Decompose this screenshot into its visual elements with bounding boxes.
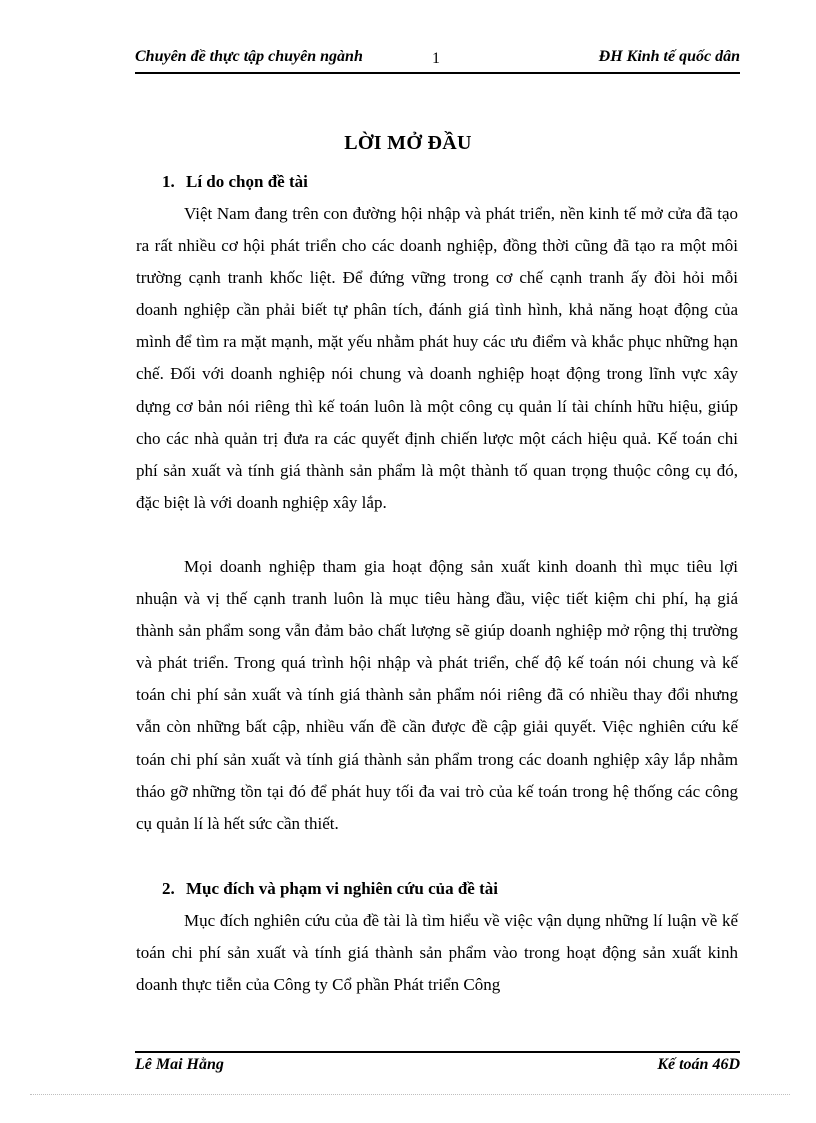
footer-author: Lê Mai Hằng [135, 1056, 224, 1073]
section-2-heading [162, 879, 498, 899]
page-header [135, 46, 740, 74]
section-1-title: Lí do chọn đề tài [186, 172, 308, 191]
header-document-type: Chuyên đề thực tập chuyên ngành [135, 48, 363, 65]
section-1-heading [162, 172, 308, 192]
section-1-number: 1. [162, 172, 175, 191]
page-edge-divider [30, 1094, 790, 1095]
page-number: 1 [432, 50, 440, 67]
section-1-paragraph-1: Việt Nam đang trên con đường hội nhập và phát triển, nền kinh tế mở cửa đã tạo ra rất nhiều cơ hội phát triển cho các doanh nghiệp, đồng thời cũng đã tạo ra một môi trường cạnh tranh khốc liệt. Để đứng vững trong cơ chế cạnh tranh ấy đòi hỏi mỗi doanh nghiệp cần phải biết tự phân tích, đánh giá tình hình, khả năng hoạt động của mình để tìm ra mặt mạnh, mặt yếu nhằm phát huy các ưu điểm và khắc phục những hạn chế. Đối với doanh nghiệp nói chung và doanh nghiệp hoạt động trong lĩnh vực xây dựng cơ bản nói riêng thì kế toán luôn là một công cụ quản lí tài chính hữu hiệu, giúp cho các nhà quản trị đưa ra các quyết định chiến lược một cách hiệu quả. Kế toán chi phí sản xuất và tính giá thành sản phẩm là một thành tố quan trọng thuộc công cụ đó, đặc biệt là với doanh nghiệp xây lắp. [136, 204, 738, 512]
header-university: ĐH Kinh tế quốc dân [598, 48, 740, 65]
section-2-title: Mục đích và phạm vi nghiên cứu của đề tài [186, 879, 498, 898]
page-footer [135, 1056, 740, 1078]
footer-class: Kế toán 46D [657, 1056, 740, 1073]
section-2-paragraph-1: Mục đích nghiên cứu của đề tài là tìm hiểu về việc vận dụng những lí luận về kế toán chi phí sản xuất và tính giá thành sản phẩm vào trong hoạt động sản xuất kinh doanh thực tiễn của Công ty Cổ phần Phát triển Công [136, 911, 738, 995]
footer-divider [135, 1051, 740, 1053]
page-title: LỜI MỞ ĐẦU [344, 132, 472, 154]
section-1-paragraph-2: Mọi doanh nghiệp tham gia hoạt động sản xuất kinh doanh thì mục tiêu lợi nhuận và vị thế cạnh tranh luôn là mục tiêu hàng đầu, việc tiết kiệm chi phí, hạ giá thành sản phẩm song vẫn đảm bảo chất lượng sẽ giúp doanh nghiệp mở rộng thị trường và phát triển. Trong quá trình hội nhập và phát triển, chế độ kế toán nói chung và kế toán chi phí sản xuất và tính giá thành sản phẩm nói riêng đã có nhiều thay đổi nhưng vẫn còn những bất cập, nhiều vấn đề cần được đề cập giải quyết. Việc nghiên cứu kế toán chi phí sản xuất và tính giá thành sản phẩm trong các doanh nghiệp xây lắp nhằm tháo gỡ những tồn tại đó để phát huy tối đa vai trò của kế toán trong hệ thống các công cụ quản lí là hết sức cần thiết. [136, 557, 738, 833]
section-2-number: 2. [162, 879, 175, 898]
